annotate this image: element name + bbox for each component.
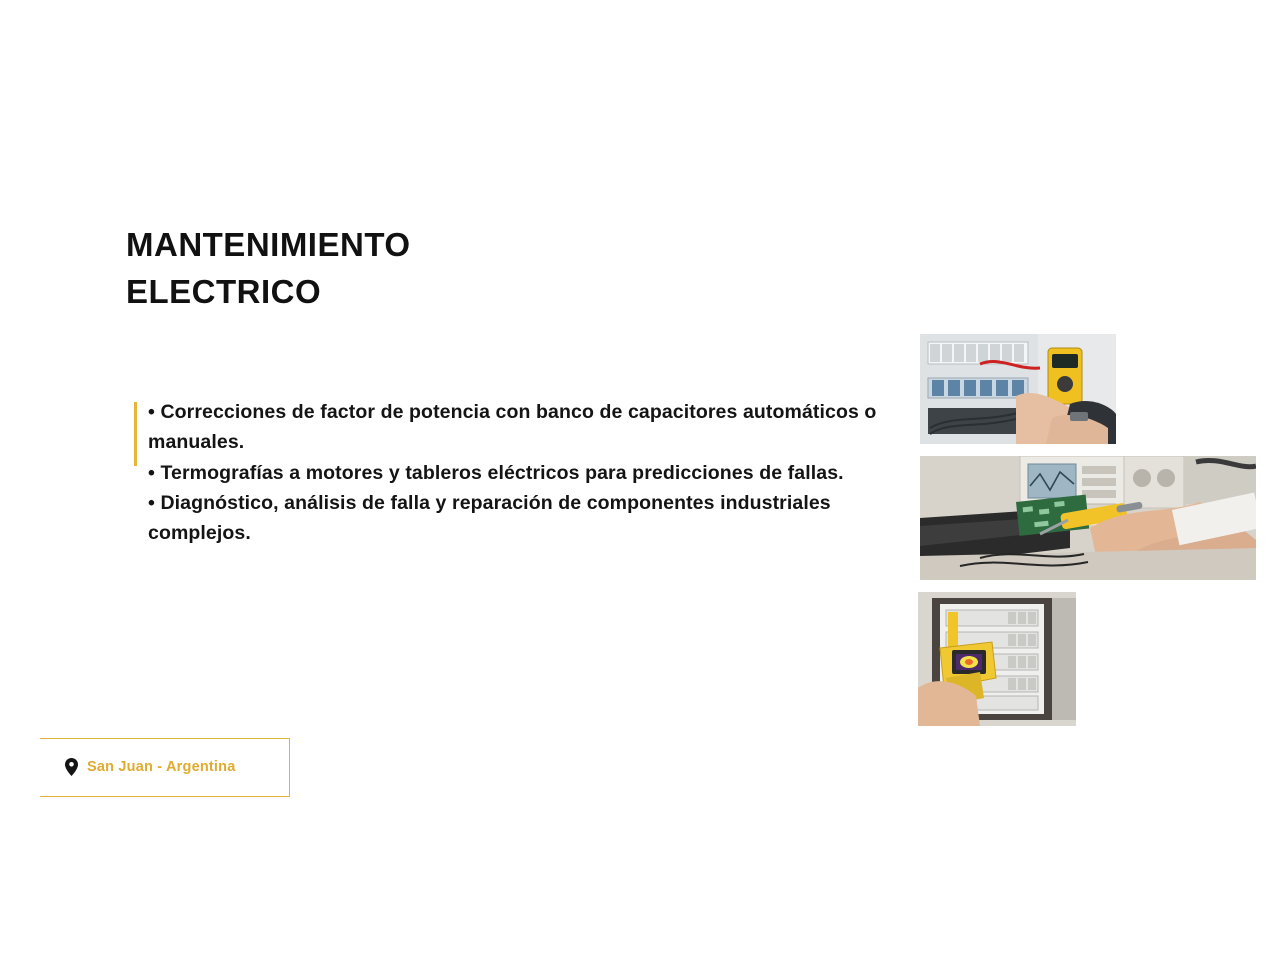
title-line-1: MANTENIMIENTO bbox=[126, 226, 411, 263]
page-title bbox=[126, 222, 766, 316]
image-panel-test bbox=[920, 334, 1116, 444]
title-line-2: ELECTRICO bbox=[126, 272, 322, 310]
footer-rule-bottom bbox=[40, 796, 290, 797]
image-board-repair bbox=[920, 456, 1256, 580]
image-thermal-camera bbox=[918, 592, 1076, 726]
bullet-item-1: • Correcciones de factor de potencia con banco de capacitores automáticos o manuales. bbox=[148, 401, 877, 453]
bullet-item-3: • Diagnóstico, análisis de falla y reparación de componentes industriales complejos. bbox=[148, 492, 831, 545]
bullet-item-2: • Termografías a motores y tableros eléctricos para predicciones de fallas. bbox=[148, 461, 844, 484]
footer-location-text: San Juan - Argentina bbox=[87, 759, 236, 775]
accent-bar bbox=[134, 402, 137, 466]
bullet-list bbox=[134, 398, 904, 550]
map-pin-icon bbox=[65, 758, 78, 776]
footer-location bbox=[40, 738, 290, 796]
